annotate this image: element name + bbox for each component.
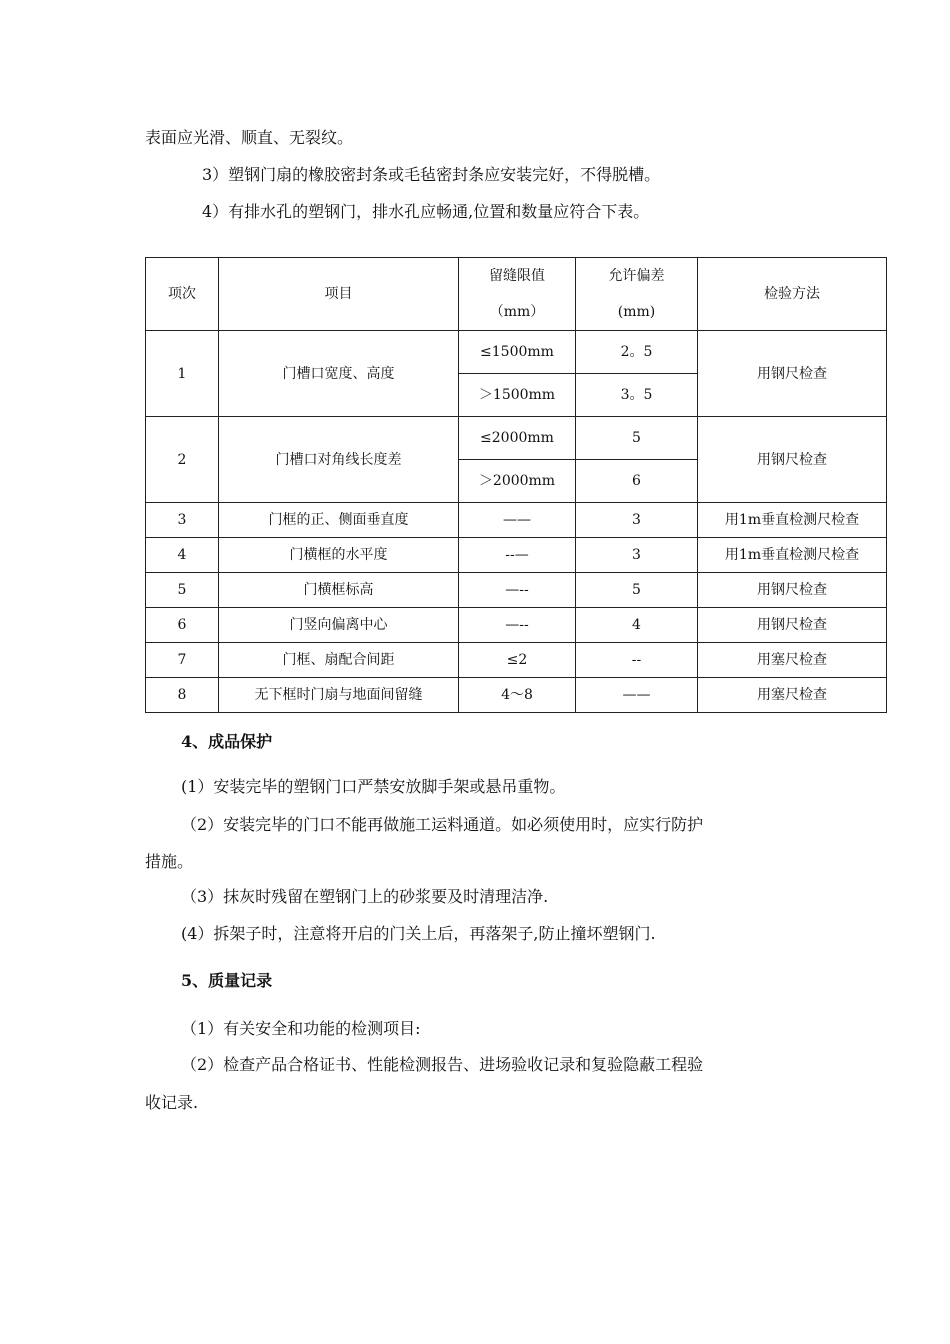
row-method: 用钢尺检查 xyxy=(698,331,887,417)
row-tolerance: 3 xyxy=(576,538,698,573)
row-method: 用钢尺检查 xyxy=(698,608,887,643)
row-item: 门竖向偏离中心 xyxy=(219,608,459,643)
row-limit: —— xyxy=(459,503,576,538)
row-item: 门横框的水平度 xyxy=(219,538,459,573)
intro-item-4: 4）有排水孔的塑钢门，排水孔应畅通,位置和数量应符合下表。 xyxy=(202,202,650,221)
section-4-heading: 4、成品保护 xyxy=(181,732,273,751)
row-limit: 4～8 xyxy=(459,678,576,713)
table-row xyxy=(146,643,887,678)
header-gap-limit xyxy=(459,258,576,331)
intro-line: 表面应光滑、顺直、无裂纹。 xyxy=(145,128,354,147)
row-no: 5 xyxy=(146,573,219,608)
row-limit: —-- xyxy=(459,608,576,643)
section-5-item-2: （2）检查产品合格证书、性能检测报告、进场验收记录和复验隐蔽工程验 xyxy=(181,1055,704,1074)
table-row xyxy=(146,503,887,538)
header-gap-limit-unit: （mm） xyxy=(489,304,545,320)
row-tolerance: 2。5 xyxy=(576,331,698,374)
header-item: 项目 xyxy=(219,258,459,331)
section-5-item-1: （1）有关安全和功能的检测项目: xyxy=(181,1019,421,1038)
row-tolerance: 3。5 xyxy=(576,374,698,417)
table-header-row xyxy=(146,258,887,331)
row-no: 2 xyxy=(146,417,219,503)
tolerance-table xyxy=(145,257,887,713)
row-tolerance: 5 xyxy=(576,573,698,608)
row-no: 7 xyxy=(146,643,219,678)
intro-item-3: 3）塑钢门扇的橡胶密封条或毛毡密封条应安装完好，不得脱槽。 xyxy=(202,165,661,184)
table-row xyxy=(146,678,887,713)
row-tolerance: 5 xyxy=(576,417,698,460)
row-item: 门框、扇配合间距 xyxy=(219,643,459,678)
table-row xyxy=(146,608,887,643)
section-4-item-3: （3）抹灰时残留在塑钢门上的砂浆要及时清理洁净. xyxy=(181,887,549,906)
table-row xyxy=(146,538,887,573)
row-item: 门框的正、侧面垂直度 xyxy=(219,503,459,538)
section-5-heading: 5、质量记录 xyxy=(181,971,273,990)
row-method: 用塞尺检查 xyxy=(698,678,887,713)
row-limit: ＞1500mm xyxy=(459,374,576,417)
section-4-item-2: （2）安装完毕的门口不能再做施工运料通道。如必须使用时，应实行防护 xyxy=(181,815,704,834)
row-limit: ＞2000mm xyxy=(459,460,576,503)
row-tolerance: 6 xyxy=(576,460,698,503)
section-5-item-2-cont: 收记录. xyxy=(145,1093,199,1112)
row-limit: --— xyxy=(459,538,576,573)
row-item: 门槽口对角线长度差 xyxy=(219,417,459,503)
table-row xyxy=(146,331,887,374)
header-tolerance-label: 允许偏差 xyxy=(608,268,665,284)
row-no: 8 xyxy=(146,678,219,713)
row-tolerance: -- xyxy=(576,643,698,678)
row-method: 用钢尺检查 xyxy=(698,573,887,608)
header-tolerance xyxy=(576,258,698,331)
row-no: 6 xyxy=(146,608,219,643)
row-limit: ≤2000mm xyxy=(459,417,576,460)
section-4-item-4: (4）拆架子时，注意将开启的门关上后，再落架子,防止撞坏塑钢门. xyxy=(181,924,656,943)
section-4-item-2-cont: 措施。 xyxy=(145,852,194,871)
row-item: 门槽口宽度、高度 xyxy=(219,331,459,417)
row-no: 3 xyxy=(146,503,219,538)
row-method: 用塞尺检查 xyxy=(698,643,887,678)
header-tolerance-unit: (mm) xyxy=(617,304,656,320)
row-tolerance: 3 xyxy=(576,503,698,538)
table-row xyxy=(146,417,887,460)
row-tolerance: 4 xyxy=(576,608,698,643)
row-no: 1 xyxy=(146,331,219,417)
row-limit: ≤1500mm xyxy=(459,331,576,374)
row-no: 4 xyxy=(146,538,219,573)
section-4-item-1: (1）安装完毕的塑钢门口严禁安放脚手架或悬吊重物。 xyxy=(181,777,566,796)
row-tolerance: —— xyxy=(576,678,698,713)
header-no: 项次 xyxy=(146,258,219,331)
row-limit: —-- xyxy=(459,573,576,608)
row-item: 门横框标高 xyxy=(219,573,459,608)
row-item: 无下框时门扇与地面间留缝 xyxy=(219,678,459,713)
row-method: 用钢尺检查 xyxy=(698,417,887,503)
header-gap-limit-label: 留缝限值 xyxy=(489,268,545,284)
row-method: 用1m垂直检测尺检查 xyxy=(698,538,887,573)
header-method: 检验方法 xyxy=(698,258,887,331)
row-method: 用1m垂直检测尺检查 xyxy=(698,503,887,538)
row-limit: ≤2 xyxy=(459,643,576,678)
table-row xyxy=(146,573,887,608)
